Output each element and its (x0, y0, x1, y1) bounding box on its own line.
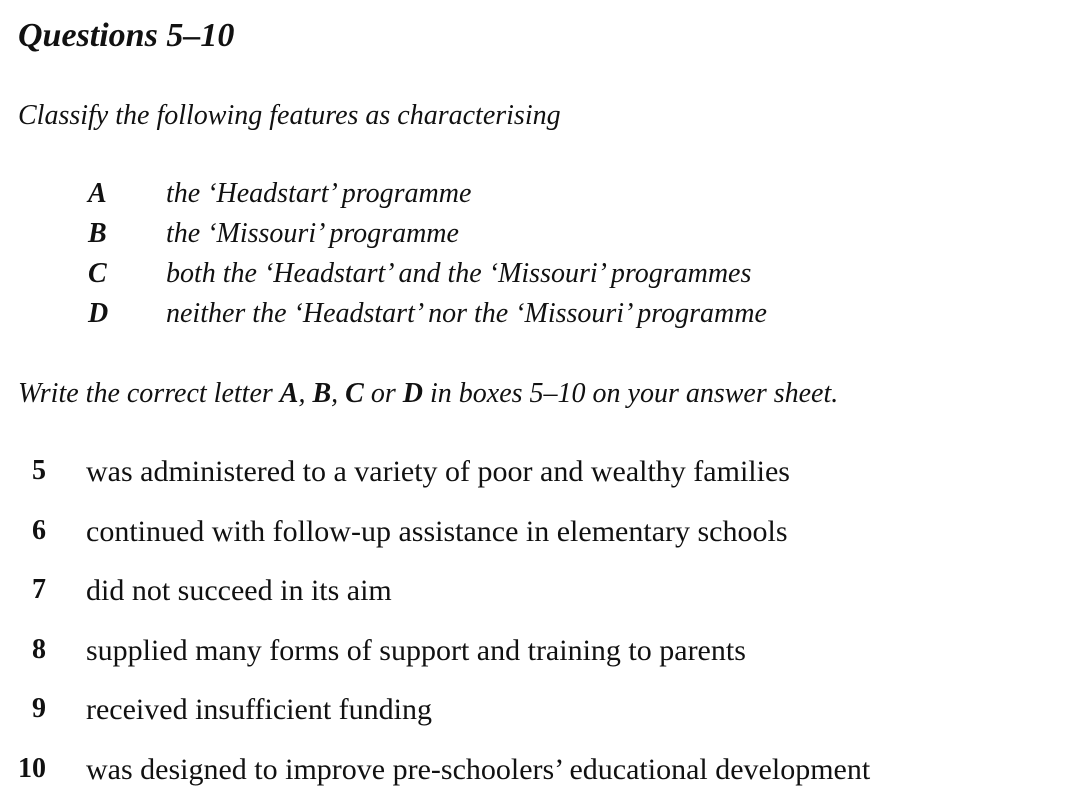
question-text: was administered to a variety of poor and wealthy families (86, 455, 790, 489)
question-item (0, 634, 1080, 694)
option-letter: A (88, 178, 107, 210)
classify-instruction: Classify the following features as characterising (18, 100, 561, 132)
option-text: both the ‘Headstart’ and the ‘Missouri’ programmes (166, 258, 751, 290)
letter-c: C (345, 378, 364, 409)
question-item (0, 753, 1080, 812)
question-number: 7 (0, 574, 46, 606)
option-letter: B (88, 218, 107, 250)
write-instruction-text: Write the correct letter (18, 378, 280, 409)
option-a (0, 178, 1080, 218)
options-list (0, 178, 1080, 338)
letter-a: A (280, 378, 299, 409)
section-heading: Questions 5–10 (18, 17, 234, 55)
option-text: neither the ‘Headstart’ nor the ‘Missouri’ programme (166, 298, 767, 330)
question-number: 9 (0, 693, 46, 725)
option-c (0, 258, 1080, 298)
write-instruction-text: in boxes 5–10 on your answer sheet. (423, 378, 838, 409)
option-text: the ‘Headstart’ programme (166, 178, 471, 210)
separator: or (364, 378, 403, 409)
question-number: 8 (0, 634, 46, 666)
question-number: 6 (0, 515, 46, 547)
question-item (0, 515, 1080, 575)
option-d (0, 298, 1080, 338)
question-item (0, 574, 1080, 634)
questions-list (0, 455, 1080, 812)
question-number: 5 (0, 455, 46, 487)
separator: , (331, 378, 345, 409)
question-text: was designed to improve pre-schoolers’ educational development (86, 753, 870, 787)
option-b (0, 218, 1080, 258)
question-item (0, 455, 1080, 515)
question-text: supplied many forms of support and training to parents (86, 634, 746, 668)
option-letter: D (88, 298, 108, 330)
separator: , (298, 378, 312, 409)
option-letter: C (88, 258, 107, 290)
question-text: continued with follow-up assistance in elementary schools (86, 515, 788, 549)
question-number: 10 (0, 753, 46, 785)
write-instruction (18, 378, 838, 410)
question-item (0, 693, 1080, 753)
question-text: received insufficient funding (86, 693, 432, 727)
letter-b: B (312, 378, 331, 409)
option-text: the ‘Missouri’ programme (166, 218, 459, 250)
letter-d: D (403, 378, 423, 409)
question-text: did not succeed in its aim (86, 574, 392, 608)
